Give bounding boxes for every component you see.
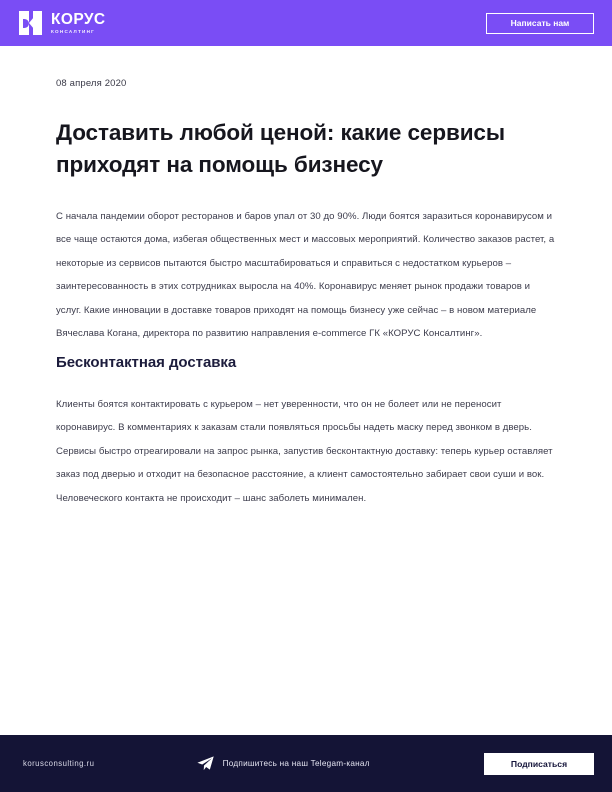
footer-cta-text: Подпишитесь на наш Telegam-канал [222, 759, 370, 768]
subscribe-button[interactable]: Подписаться [484, 753, 594, 775]
article-intro-paragraph: С начала пандемии оборот ресторанов и баров упал от 30 до 90%. Люди боятся заразиться коронавирусом и все чаще остаются дома, избегая общественных мест и массовых мероприятий. Количество заказов растет, а некоторые из сервисов пытаются быстро масштабироваться и справиться с недостатком курьеров – заинтересованность в этих сотрудниках выросла на 40%. Коронавирус меняет рынок продажи товаров и услуг. Какие инновации в доставке товаров приходят на помощь бизнесу уже сейчас – в новом материале Вячеслава Когана, директора по развитию направления e-commerce ГК «КОРУС Консалтинг». [56, 210, 555, 340]
site-header [0, 0, 612, 46]
logo-wordmark [51, 12, 106, 35]
publish-date: 08 апреля 2020 [56, 78, 127, 89]
footer-telegram-cta[interactable] [94, 756, 472, 771]
logo-subtitle: КОНСАЛТИНГ [51, 28, 96, 34]
page-title: Доставить любой ценой: какие сервисы приходят на помощь бизнесу [56, 120, 505, 177]
logo-title: КОРУС [51, 10, 106, 28]
brand-logo[interactable] [19, 11, 106, 35]
korus-logo-mark-icon [19, 11, 45, 35]
site-footer [0, 735, 612, 792]
logo-bar-right [33, 11, 42, 35]
contact-us-button[interactable]: Написать нам [486, 13, 594, 34]
article-section-paragraph: Клиенты боятся контактировать с курьером – нет уверенности, что он не болеет или не переносит коронавирус. В комментариях к заказам стали появляться просьбы надеть маску перед звонком в дверь. Сервисы быстро отреагировали на запрос рынка, запустив бесконтактную доставку: теперь курьер оставляет заказ под дверью и отходит на безопасное расстояние, а клиент самостоятельно забирает свои суши и вок. Человеческого контакта не происходит – шанс заболеть минимален. [56, 398, 553, 504]
footer-site-url[interactable]: korusconsulting.ru [23, 759, 95, 768]
telegram-paper-plane-icon [197, 756, 214, 771]
section-heading: Бесконтактная доставка [56, 353, 237, 371]
article-page [0, 46, 612, 735]
